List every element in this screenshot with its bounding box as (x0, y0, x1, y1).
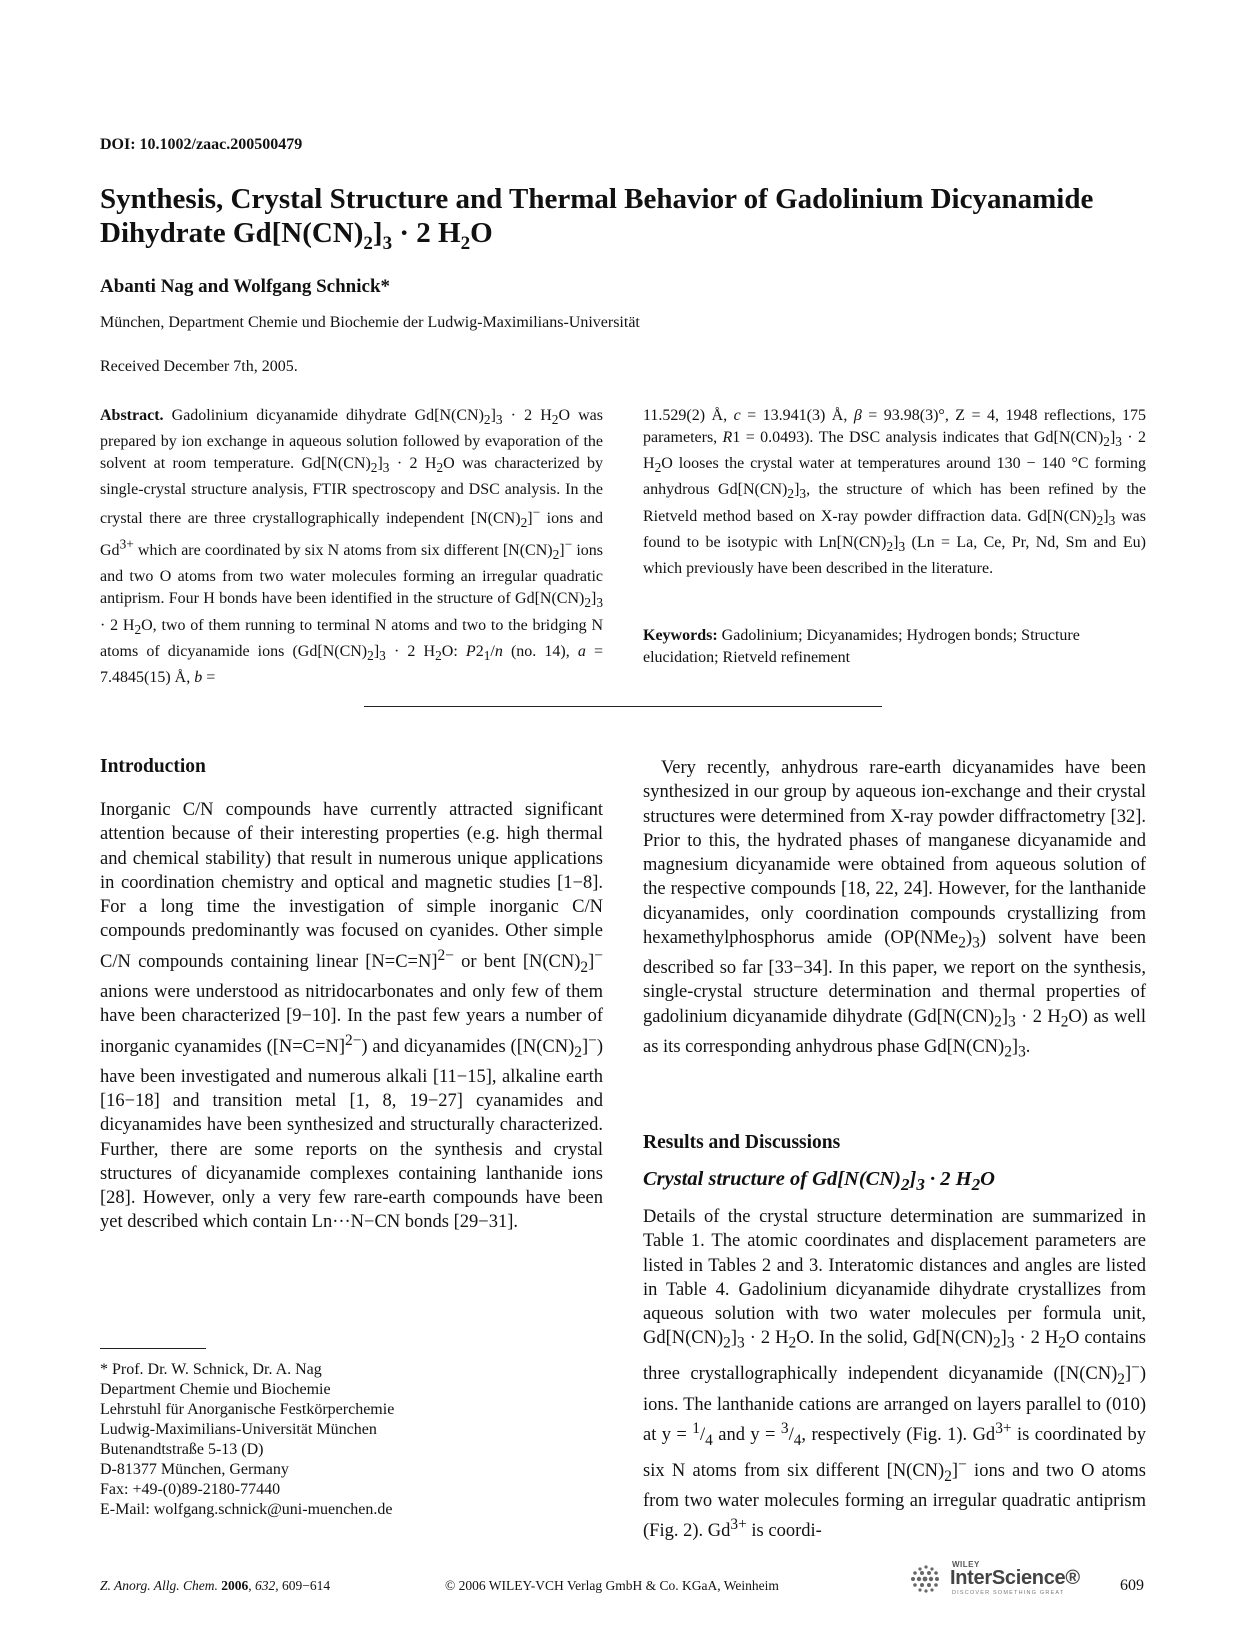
doi: DOI: 10.1002/zaac.200500479 (100, 136, 303, 153)
keywords (643, 625, 1146, 669)
interscience-logo[interactable] (908, 1560, 1098, 1598)
introduction-heading: Introduction (100, 756, 206, 777)
corresponding-author-footnote (100, 1360, 600, 1520)
footnote-divider (100, 1348, 206, 1349)
logo-wiley-text: WILEY (952, 1560, 980, 1569)
abstract-left-column (100, 405, 603, 689)
footnote-line: * Prof. Dr. W. Schnick, Dr. A. Nag (100, 1361, 322, 1378)
title-line-2: Dihydrate $Gd[N(CN)_2]_3 \cdot 2$ $H_2O$ (100, 217, 493, 254)
section-divider (364, 706, 882, 707)
footnote-line: D-81377 München, Germany (100, 1461, 289, 1478)
page-number: 609 (1120, 1577, 1144, 1594)
footnote-line: Department Chemie und Biochemie (100, 1381, 331, 1398)
abstract-text-left: Gadolinium dicyanamide dihydrate $Gd[N(CN)_2]_3 \cdot 2$ $H_2O$ was prepared by ion exchange in aqueous solution followed by evaporation of the solvent at room temperature. $Gd[N(CN)_2]_3 \cdot 2$ $H_2O$ was characterized by single-crystal structure analysis, FTIR spectroscopy and DSC analysis. In the crystal there are three crystallographically independent $[N(CN)_2]^-$ ions and $Gd^{3+}$ which are coordinated by six N atoms from six different $[N(CN)_2]^-$ ions and two O atoms from two water molecules forming an irregular quadratic antiprism. Four H bonds have been identified in the structure of $Gd[N(CN)_2]_3 \cdot 2$ $H_2O$, two of them running to terminal N atoms and two to the bridging N atoms of dicyanamide ions ($Gd[N(CN)_2]_3 \cdot 2$ $H_2O$: $P2_1/n$ (no. 14), a = 7.4845(15) Å, b = (100, 407, 604, 686)
title-line-1: Synthesis, Crystal Structure and Thermal Behavior of Gadolinium Dicyanamide (100, 183, 1094, 215)
affiliation: München, Department Chemie und Biochemie der Ludwig-Maximilians-Universität (100, 314, 640, 331)
logo-tagline: DISCOVER SOMETHING GREAT (952, 1590, 1065, 1596)
footnote-line: Fax: +49-(0)89-2180-77440 (100, 1481, 281, 1498)
keywords-label: Keywords: (643, 627, 718, 644)
footnote-line: Ludwig-Maximilians-Universität München (100, 1421, 377, 1438)
logo-interscience-text: InterScience® (950, 1567, 1080, 1589)
journal-citation: Z. Anorg. Allg. Chem. 2006, 632, 609−614 (100, 1578, 331, 1593)
authors: Abanti Nag and Wolfgang Schnick* (100, 276, 391, 297)
abstract-label: Abstract. (100, 407, 164, 424)
right-intro-paragraph: Very recently, anhydrous rare-earth dicyanamides have been synthesized in our group by aqueous ion-exchange and their crystal structures were determined from X-ray powder diffractometry [32]. Prior to this, the hydrated phases of manganese dicyanamide and magnesium dicyanamide were obtained from aqueous solution of the respective compounds [18, 22, 24]. However, for the lanthanide dicyanamides, only coordination compounds crystallizing from hexamethylphosphorus amide $(OP(NMe_2)_3)$ solvent have been described so far [33−34]. In this paper, we report on the synthesis, single-crystal structure determination and thermal properties of gadolinium dicyanamide dihydrate ($Gd[N(CN)_2]_3 \cdot 2$ $H_2O$) as well as its corresponding anhydrous phase $Gd[N(CN)_2]_3$. (643, 758, 1146, 1061)
footnote-line: Lehrstuhl für Anorganische Festkörperchemie (100, 1401, 395, 1418)
received-date: Received December 7th, 2005. (100, 358, 298, 375)
copyright: © 2006 WILEY-VCH Verlag GmbH & Co. KGaA, Weinheim (445, 1578, 779, 1593)
footnote-line: Butenandtstraße 5-13 (D) (100, 1441, 264, 1458)
article-title (100, 182, 1160, 261)
footnote-email[interactable]: E-Mail: wolfgang.schnick@uni-muenchen.de (100, 1501, 393, 1518)
interscience-dots-icon (908, 1563, 944, 1595)
introduction-paragraph: Inorganic C/N compounds have currently attracted significant attention because of their interesting properties (e.g. high thermal and chemical stability) that result in numerous unique applications in coordination chemistry and optical and magnetic studies [1−8]. For a long time the investigation of simple inorganic C/N compounds predominantly was focused on cyanides. Other simple C/N compounds containing linear [N=C=N]$^{2-}$ or bent $[N(CN)_2]^-$ anions were understood as nitridocarbonates and only few of them have been characterized [9−10]. In the past few years a number of inorganic cyanamides ([N=C=N]$^{2-}$) and dicyanamides $([N(CN)_2]^-)$ have been investigated and numerous alkali [11−15], alkaline earth [16−18] and transition metal [1, 8, 19−27] cyanamides and dicyanamides have been synthesized and structurally characterized. Further, there are some reports on the synthesis and crystal structures of dicyanamide complexes containing lanthanide ions [28]. However, only a very few rare-earth compounds have been yet described which contain Ln···N−CN bonds [29−31]. (100, 800, 603, 1233)
results-paragraph: Details of the crystal structure determination are summarized in Table 1. The atomic coordinates and displacement parameters are listed in Tables 2 and 3. Interatomic distances and angles are listed in Table 4. Gadolinium dicyanamide dihydrate crystallizes from aqueous solution with two water molecules per formula unit, $Gd[N(CN)_2]_3 \cdot 2$ $H_2O$. In the solid, $Gd[N(CN)_2]_3 \cdot 2$ $H_2O$ contains three crystallographically independent dicyanamide $([N(CN)_2]^-)$ ions. The lanthanide cations are arranged on layers parallel to (010) at $y = ^1/_4$ and $y = ^3/_4$, respectively (Fig. 1). $Gd^{3+}$ is coordinated by six N atoms from six different $[N(CN)_2]^-$ ions and two O atoms from two water molecules forming an irregular quadratic antiprism (Fig. 2). $Gd^{3+}$ is coordi- (643, 1207, 1146, 1542)
abstract-right-column: 11.529(2) Å, c = 13.941(3) Å, β = 93.98(3)°, Z = 4, 1948 reflections, 175 parameters, R1 = 0.0493). The DSC analysis indicates that $Gd[N(CN)_2]_3 \cdot 2$ $H_2O$ looses the crystal water at temperatures around 130 − 140 °C forming anhydrous $Gd[N(CN)_2]_3$, the structure of which has been refined by the Rietveld method based on X-ray powder diffraction data. $Gd[N(CN)_2]_3$ was found to be isotypic with $Ln[N(CN)_2]_3$ (Ln = La, Ce, Pr, Nd, Sm and Eu) which previously have been described in the literature. (643, 407, 1146, 577)
keywords-text: Gadolinium; Dicyanamides; Hydrogen bonds; Structure elucidation; Rietveld refinement (643, 627, 1080, 666)
results-heading: Results and Discussions (643, 1132, 841, 1153)
crystal-structure-subheading: Crystal structure of $Gd[N(CN)_2]_3 \cdot 2$ $H_2O$ (643, 1168, 995, 1195)
